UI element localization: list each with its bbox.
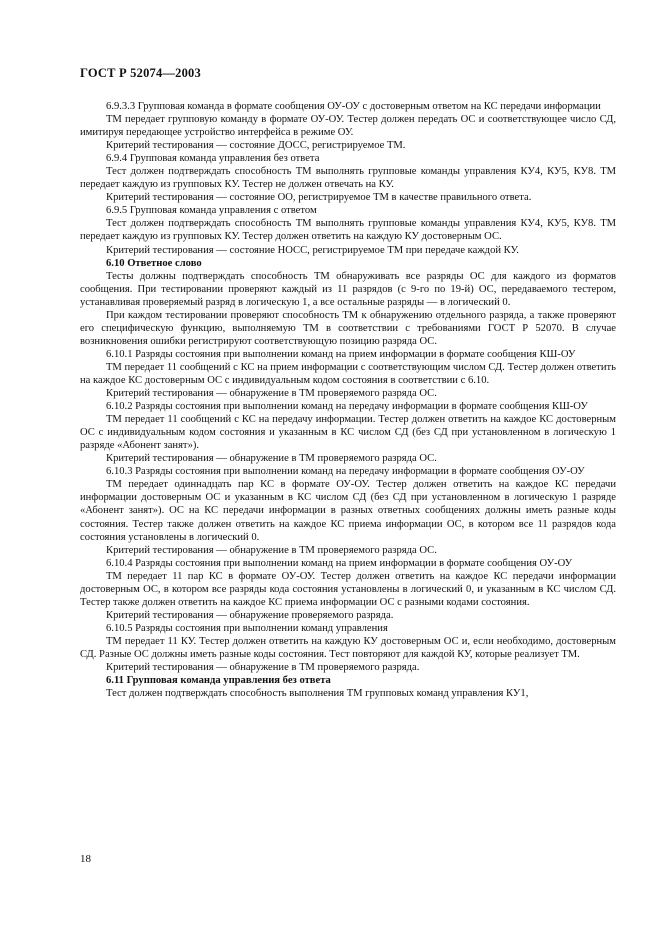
page-header: ГОСТ Р 52074—2003 xyxy=(80,66,201,80)
paragraph: 6.10.3 Разряды состояния при выполнении команд на передачу информации в формате сообщения ОУ-ОУ xyxy=(106,466,585,478)
paragraph: 6.9.3.3 Групповая команда в формате сообщения ОУ-ОУ с достоверным ответом на КС передачи информации xyxy=(106,101,601,112)
paragraph: Тест должен подтверждать способность ТМ выполнять групповые команды управления КУ4, КУ5, КУ8. ТМ передает каждую из групповых КУ. Тестер должен ответить на каждую КУ достоверным ОС. xyxy=(80,218,616,243)
body-text xyxy=(80,100,616,700)
paragraph: Критерий тестирования — обнаружение проверяемого разряда. xyxy=(106,609,394,621)
paragraph: Критерий тестирования — состояние НОСС, регистрируемое ТМ при передаче каждой КУ. xyxy=(106,244,519,256)
paragraph: ТМ передает групповую команду в формате ОУ-ОУ. Тестер должен передать ОС и соответствующее число СД, имитируя передающее устройство интерфейса в режиме ОУ. xyxy=(80,114,616,139)
paragraph: 6.10.5 Разряды состояния при выполнении команд управления xyxy=(106,622,388,634)
page-number: 18 xyxy=(80,853,91,865)
paragraph: ТМ передает 11 сообщений с КС на прием информации с соответствующим числом СД. Тестер должен ответить на каждое КС достоверным ОС с индивидуальным кодом состояния в соответствии с 6.10. xyxy=(80,361,616,386)
paragraph: ТМ передает 11 КУ. Тестер должен ответить на каждую КУ достоверным ОС и, если необходимо, достоверным СД. Разные ОС должны иметь разные коды состояния. Тест повторяют для каждой КУ, которые реализует ТМ. xyxy=(80,635,616,660)
paragraph: Тесты должны подтверждать способность ТМ обнаруживать все разряды ОС для каждого из форматов сообщения. При тестировании проверяют каждый из 11 разрядов (с 9-го по 19-й) ОС, передаваемого тестером, устанавливая проверяемый разряд в логическую 1, а все остальные разряды — в логический 0. xyxy=(80,270,616,308)
paragraph: 6.10.1 Разряды состояния при выполнении команд на прием информации в формате сообщения КШ-ОУ xyxy=(106,348,576,360)
paragraph: 6.10.4 Разряды состояния при выполнении команд на прием информации в формате сообщения ОУ-ОУ xyxy=(106,557,573,569)
paragraph: Критерий тестирования — обнаружение в ТМ проверяемого разряда ОС. xyxy=(106,453,437,465)
paragraph: ТМ передает 11 сообщений с КС на передачу информации. Тестер должен ответить на каждое КС достоверным ОС с индивидуальным кодом состояния и указанным в КС числом СД (без СД при установленном в логическую 1 разряде «Абонент занят»). xyxy=(80,414,616,452)
paragraph: 6.9.5 Групповая команда управления с ответом xyxy=(106,205,317,217)
paragraph: Критерий тестирования — обнаружение в ТМ проверяемого разряда. xyxy=(106,662,420,674)
paragraph: Тест должен подтверждать способность ТМ выполнять групповые команды управления КУ4, КУ5, КУ8. ТМ передает каждую из групповых КУ. Тестер не должен отвечать на КУ. xyxy=(80,166,616,191)
section-heading: 6.11 Групповая команда управления без ответа xyxy=(106,675,331,687)
paragraph: Критерий тестирования — обнаружение в ТМ проверяемого разряда ОС. xyxy=(106,544,437,556)
section-heading: 6.10 Ответное слово xyxy=(106,257,202,269)
paragraph: 6.9.4 Групповая команда управления без ответа xyxy=(106,153,320,165)
paragraph: 6.10.2 Разряды состояния при выполнении команд на передачу информации в формате сообщения КШ-ОУ xyxy=(106,401,588,413)
paragraph: ТМ передает 11 пар КС в формате ОУ-ОУ. Тестер должен ответить на каждое КС передачи информации достоверным ОС, в котором все разряды кода состояния установлены в логический 0, и указанным в КС числом СД. Тестер также должен ответить на каждое КС приема информации ОС с разными кодами состояния. xyxy=(80,570,616,608)
paragraph: При каждом тестировании проверяют способность ТМ к обнаружению отдельного разряда, а также проверяют его специфическую функцию, выполняемую ТМ в соответствии с требованиями ГОСТ Р 52070. В случае возникновения ошибки регистрируют соответствующую позицию разряда ОС. xyxy=(80,309,616,347)
paragraph: Критерий тестирования — обнаружение в ТМ проверяемого разряда ОС. xyxy=(106,388,437,400)
paragraph: Тест должен подтверждать способность выполнения ТМ групповых команд управления КУ1, xyxy=(106,688,529,700)
paragraph: Критерий тестирования — состояние ДОСС, регистрируемое ТМ. xyxy=(106,140,406,152)
paragraph: Критерий тестирования — состояние ОО, регистрируемое ТМ в качестве правильного ответа. xyxy=(106,192,532,204)
paragraph: ТМ передает одиннадцать пар КС в формате ОУ-ОУ. Тестер должен ответить на каждое КС передачи информации достоверным ОС и указанным в КС числом СД (без СД при установленном в логическую 1 разряде «Абонент занят»). ОС на КС передачи информации в разных ответных сообщениях должны иметь разные коды состояния. Тестер также должен ответить на каждое КС приема информации ОС, в котором все 11 разрядов кода состояния установлены в логический 0. xyxy=(80,479,616,543)
